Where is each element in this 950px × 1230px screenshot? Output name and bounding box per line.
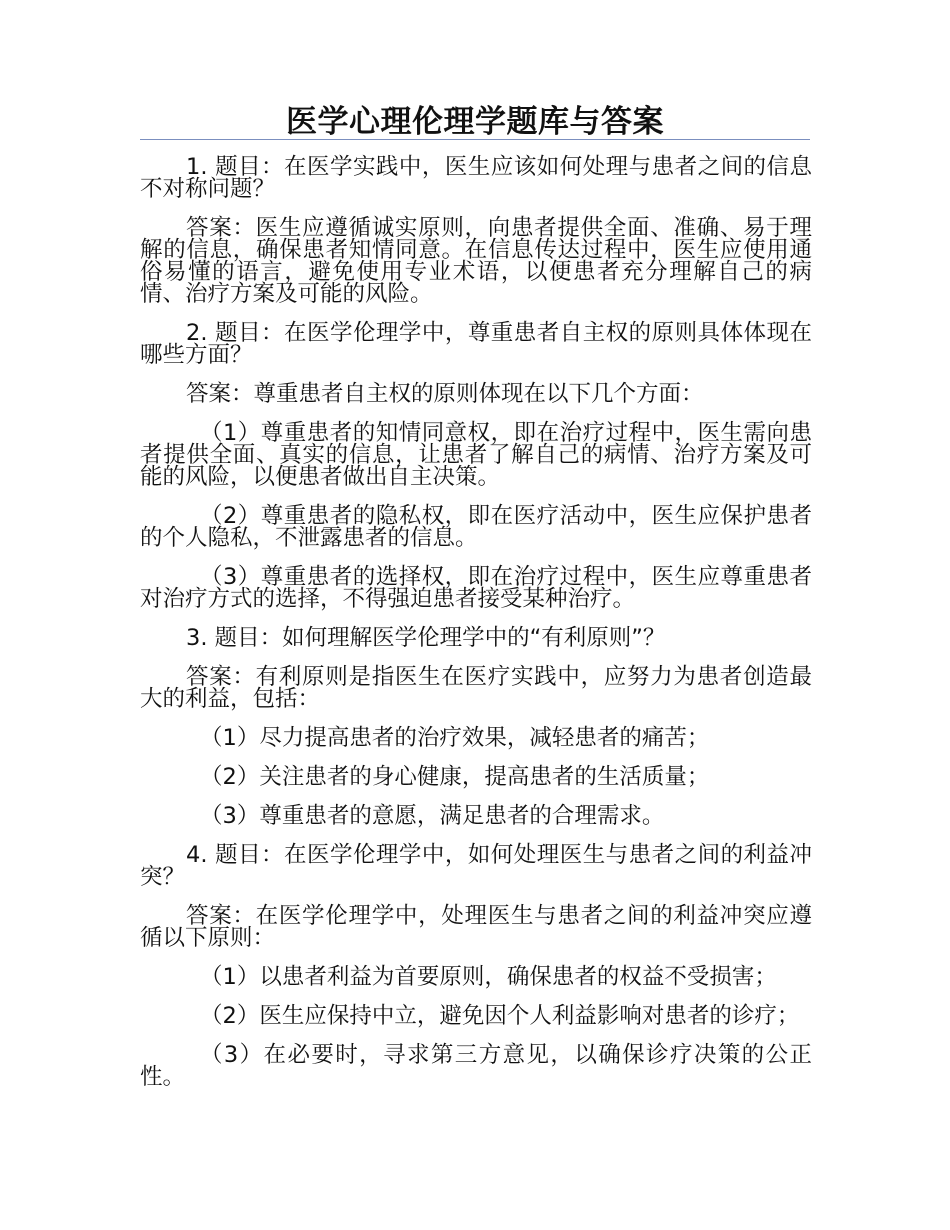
answer-3: 答案：有利原则是指医生在医疗实践中，应努力为患者创造最大的利益，包括： [140,664,812,712]
answer-3-item-1: （1）尽力提高患者的治疗效果，减轻患者的痛苦； [200,725,710,751]
question-2: 2. 题目：在医学伦理学中，尊重患者自主权的原则具体体现在哪些方面？ [140,320,812,368]
title-underline [140,139,810,140]
question-3: 3. 题目：如何理解医学伦理学中的“有利原则”？ [186,625,666,651]
answer-3-item-3: （3）尊重患者的意愿，满足患者的合理需求。 [200,803,665,829]
answer-2-item-2: （2）尊重患者的隐私权，即在医疗活动中，医生应保护患者的个人隐私，不泄露患者的信息。 [140,503,812,551]
answer-2: 答案：尊重患者自主权的原则体现在以下几个方面： [186,381,704,407]
answer-4: 答案：在医学伦理学中，处理医生与患者之间的利益冲突应遵循以下原则： [140,903,812,951]
answer-4-item-1: （1）以患者利益为首要原则，确保患者的权益不受损害； [200,964,777,990]
answer-4-item-2: （2）医生应保持中立，避免因个人利益影响对患者的诊疗； [200,1003,800,1029]
question-1: 1. 题目：在医学实践中，医生应该如何处理与患者之间的信息不对称问题？ [140,154,812,202]
answer-4-item-3: （3）在必要时，寻求第三方意见，以确保诊疗决策的公正性。 [140,1042,812,1090]
answer-2-item-3: （3）尊重患者的选择权，即在治疗过程中，医生应尊重患者对治疗方式的选择，不得强迫患者接受某种治疗。 [140,564,812,612]
answer-1: 答案：医生应遵循诚实原则，向患者提供全面、准确、易于理解的信息，确保患者知情同意。在信息传达过程中，医生应使用通俗易懂的语言，避免使用专业术语，以便患者充分理解自己的病情、治疗方案及可能的风险。 [140,215,812,307]
answer-2-item-1: （1）尊重患者的知情同意权，即在治疗过程中，医生需向患者提供全面、真实的信息，让患者了解自己的病情、治疗方案及可能的风险，以便患者做出自主决策。 [140,420,812,490]
document-title: 医学心理伦理学题库与答案 [286,104,664,140]
document-body [140,156,812,1105]
question-4: 4. 题目：在医学伦理学中，如何处理医生与患者之间的利益冲突？ [140,842,812,890]
answer-3-item-2: （2）关注患者的身心健康，提高患者的生活质量； [200,764,710,790]
